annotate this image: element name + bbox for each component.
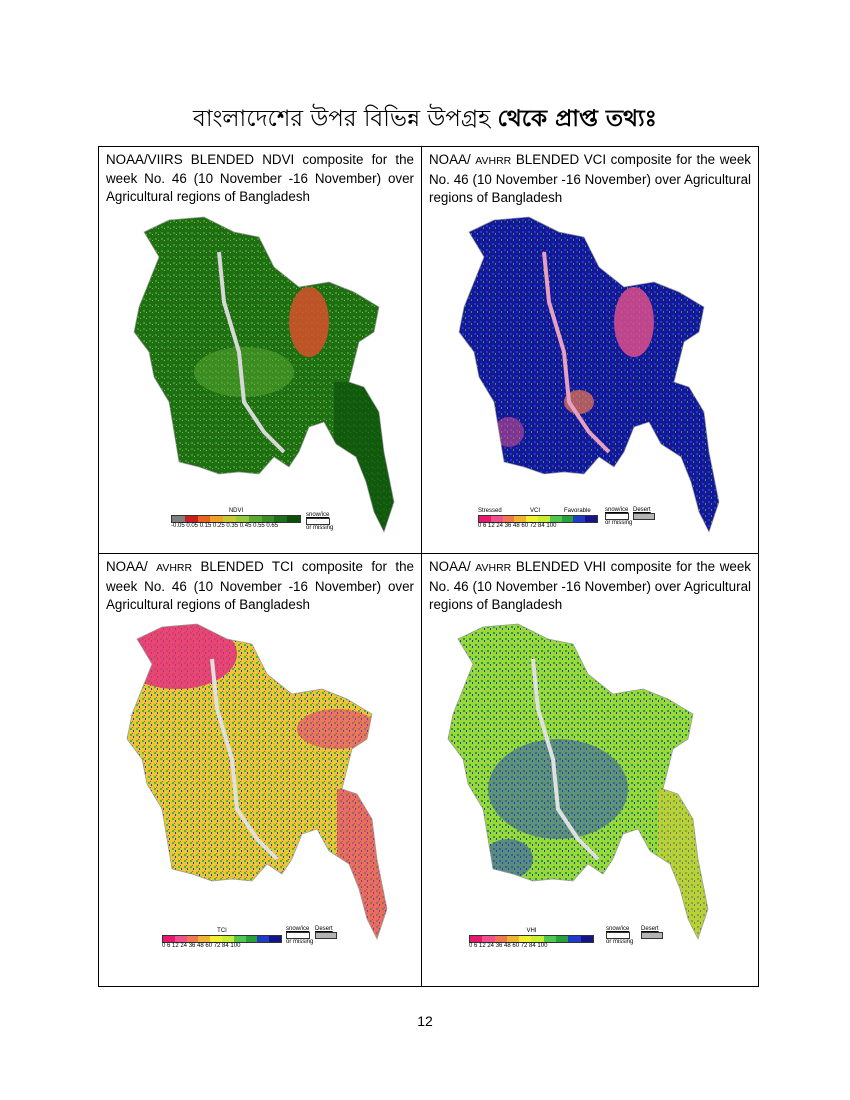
caption-tci — [106, 558, 414, 615]
legend-swatch — [234, 936, 246, 942]
legend-desert-swatch — [315, 932, 337, 939]
legend-desert-swatch — [633, 513, 655, 520]
satellite-table — [98, 146, 759, 987]
caption-text-a: NOAA/ — [429, 559, 476, 574]
title-regular: বাংলাদেশের উপর বিভিন্ন উপগ্রহ — [193, 106, 498, 132]
caption-ndvi — [106, 151, 414, 207]
page-title — [0, 100, 850, 139]
legend-desert — [315, 926, 337, 939]
legend-swatch — [274, 516, 287, 522]
legend-swatch — [544, 936, 556, 942]
caption-text-a: NOAA/ — [429, 152, 476, 167]
legend-snow: snow/ice — [606, 926, 630, 932]
legend-swatch — [187, 936, 199, 942]
legend-missing-label: or missing — [306, 525, 334, 531]
legend-swatch — [495, 936, 507, 942]
legend-vci — [478, 508, 598, 529]
legend-missing — [605, 507, 632, 526]
legend-missing — [286, 926, 313, 945]
legend-title: NDVI — [228, 508, 244, 514]
legend-swatch — [585, 516, 597, 522]
legend-swatch — [222, 936, 234, 942]
legend-desert-label: Desert — [633, 507, 651, 513]
legend-swatch — [573, 516, 585, 522]
legend-swatch — [531, 936, 543, 942]
legend-colorbar — [478, 515, 598, 523]
legend-title: VCI — [530, 508, 541, 514]
panel-tci — [99, 554, 422, 986]
legend-missing-label: or missing — [605, 520, 633, 526]
legend-swatch — [210, 936, 222, 942]
legend-swatch — [249, 516, 262, 522]
panel-vci — [422, 147, 758, 554]
legend-desert-label: Desert — [641, 926, 659, 932]
legend-tci — [162, 928, 282, 949]
legend-header — [478, 508, 598, 515]
legend-missing-swatch — [606, 932, 630, 939]
legend-colorbar — [469, 935, 594, 943]
legend-vhi — [469, 928, 594, 949]
legend-swatch — [210, 516, 223, 522]
legend-swatch — [491, 516, 503, 522]
legend-swatch — [198, 936, 210, 942]
legend-swatch — [479, 516, 491, 522]
legend-swatch — [257, 936, 269, 942]
legend-swatch — [538, 516, 550, 522]
legend-snow: snow/ice — [306, 512, 330, 518]
legend-ticks: 0 6 12 24 36 48 60 72 84 100 — [162, 943, 241, 949]
legend-swatch — [470, 936, 482, 942]
panel-ndvi — [99, 147, 422, 554]
panel-vhi — [422, 554, 758, 986]
legend-swatch — [246, 936, 258, 942]
legend-colorbar — [162, 935, 282, 943]
legend-favorable: Favorable — [564, 508, 591, 514]
legend-snow: snow/ice — [286, 926, 310, 932]
legend-swatch — [198, 516, 211, 522]
title-bold: থেকে প্রাপ্ত তথ্যঃ — [497, 106, 657, 132]
legend-swatch — [262, 516, 275, 522]
legend-desert — [633, 507, 655, 520]
legend-missing-swatch — [605, 513, 629, 520]
caption-sensor: AVHRR — [156, 562, 193, 574]
legend-missing-swatch — [286, 932, 310, 939]
legend-swatch — [172, 516, 185, 522]
legend-stressed: Stressed — [478, 508, 502, 514]
legend-swatch — [550, 516, 562, 522]
legend-swatch — [581, 936, 593, 942]
caption-sensor: AVHRR — [475, 562, 512, 574]
legend-swatch — [507, 936, 519, 942]
legend-title: VHI — [526, 928, 537, 934]
map-vci — [449, 212, 724, 537]
legend-swatch — [568, 936, 580, 942]
legend-swatch — [482, 936, 494, 942]
legend-desert — [641, 926, 663, 939]
caption-vhi — [429, 558, 751, 615]
caption-sensor: AVHRR — [475, 155, 512, 167]
legend-swatch — [287, 516, 300, 522]
legend-desert-label: Desert — [315, 926, 333, 932]
map-vhi — [438, 619, 713, 944]
legend-swatch — [562, 516, 574, 522]
legend-missing-swatch — [306, 518, 330, 525]
legend-swatch — [175, 936, 187, 942]
legend-swatch — [223, 516, 236, 522]
legend-ticks: 0 6 12 24 36 48 60 72 84 100 — [478, 523, 557, 529]
caption-text-b: BLENDED TCI composite for the week No. 46 (10 November -16 November) over Agricultural regions of Bangladesh — [106, 559, 414, 612]
legend-swatch — [269, 936, 281, 942]
map-tci — [117, 619, 392, 944]
legend-swatch — [526, 516, 538, 522]
legend-swatch — [514, 516, 526, 522]
caption-text-b: BLENDED VHI composite for the week No. 46 (10 November -16 November) over Agricultural regions of Bangladesh — [429, 559, 751, 612]
legend-desert-swatch — [641, 932, 663, 939]
legend-title: TCI — [217, 928, 227, 934]
legend-swatch — [519, 936, 531, 942]
legend-snow: snow/ice — [605, 507, 629, 513]
page-number: 12 — [417, 1013, 433, 1029]
legend-ndvi — [171, 508, 301, 529]
legend-missing — [306, 512, 333, 531]
legend-colorbar — [171, 515, 301, 523]
legend-ticks: 0 6 12 24 36 48 60 72 84 100 — [469, 943, 548, 949]
map-ndvi — [124, 212, 399, 537]
legend-swatch — [556, 936, 568, 942]
legend-missing-label: or missing — [606, 939, 634, 945]
legend-missing-label: or missing — [286, 939, 314, 945]
caption-vci — [429, 151, 751, 208]
legend-swatch — [236, 516, 249, 522]
caption-text-b: BLENDED VCI composite for the week No. 46 (10 November -16 November) over Agricultural regions of Bangladesh — [429, 152, 751, 205]
legend-ticks: -0.05 0.05 0.15 0.25 0.35 0.45 0.55 0.65 — [171, 523, 279, 529]
legend-missing — [606, 926, 633, 945]
legend-swatch — [163, 936, 175, 942]
legend-swatch — [185, 516, 198, 522]
caption-text: NOAA/VIIRS BLENDED NDVI composite for the week No. 46 (10 November -16 November) over Agricultural regions of Bangladesh — [106, 152, 414, 204]
legend-swatch — [503, 516, 515, 522]
caption-text-a: NOAA/ — [106, 559, 157, 574]
